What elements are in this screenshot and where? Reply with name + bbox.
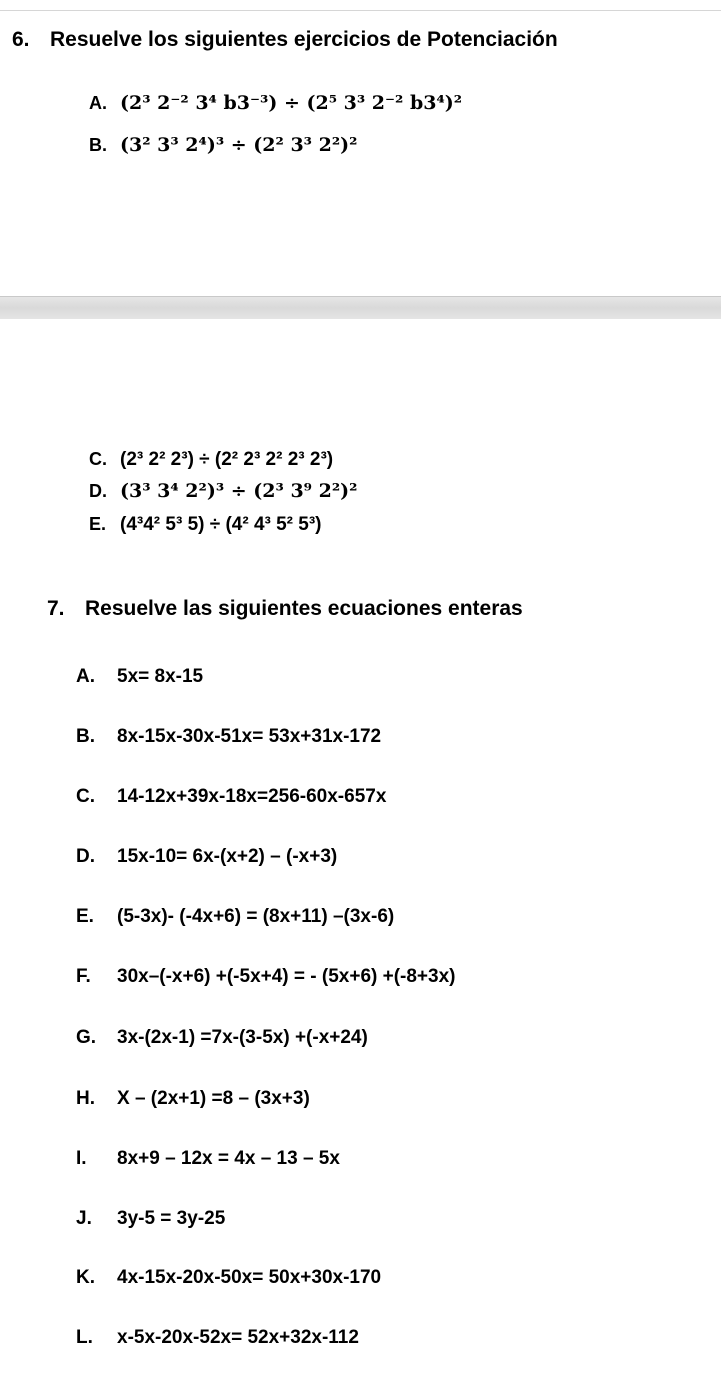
equation-expression: 5x= 8x-15 (117, 666, 204, 687)
section-6-title: Resuelve los siguientes ejercicios de Potenciación (50, 28, 558, 51)
equation-label: K. (76, 1267, 95, 1288)
equation-7e (76, 906, 394, 928)
exercise-6b (89, 134, 357, 157)
exercise-expression: (3³ 3⁴ 2²)³ ÷ (2³ 3⁹ 2²)² (120, 480, 358, 502)
equation-expression: X – (2x+1) =8 – (3x+3) (117, 1088, 310, 1109)
equation-7b (76, 726, 381, 748)
equation-expression: 8x+9 – 12x = 4x – 13 – 5x (117, 1148, 340, 1169)
equation-expression: 3y-5 = 3y-25 (117, 1208, 226, 1229)
section-6-heading (12, 28, 558, 52)
equation-label: L. (76, 1327, 93, 1348)
equation-7g (76, 1027, 368, 1049)
equation-label: E. (76, 906, 94, 927)
equation-7h (76, 1088, 310, 1110)
equation-expression: 14-12x+39x-18x=256-60x-657x (117, 786, 387, 807)
equation-7i (76, 1148, 340, 1170)
equation-expression: x-5x-20x-52x= 52x+32x-112 (117, 1327, 359, 1348)
page-break-separator (0, 296, 721, 319)
equation-7l (76, 1327, 359, 1349)
equation-label: B. (76, 726, 95, 747)
section-7-number: 7. (47, 597, 65, 620)
equation-7c (76, 786, 386, 808)
equation-7k (76, 1267, 381, 1289)
equation-label: D. (76, 846, 95, 867)
equation-expression: 4x-15x-20x-50x= 50x+30x-170 (117, 1267, 382, 1288)
equation-7f (76, 966, 456, 988)
equation-expression: 3x-(2x-1) =7x-(3-5x) +(-x+24) (117, 1027, 368, 1048)
equation-label: F. (76, 966, 91, 987)
section-7-title: Resuelve las siguientes ecuaciones enteras (85, 597, 523, 620)
exercise-label: C. (89, 449, 107, 469)
equation-label: G. (76, 1027, 97, 1048)
exercise-6d (89, 480, 357, 503)
exercise-expression: (3² 3³ 2⁴)³ ÷ (2² 3³ 2²)² (120, 134, 358, 156)
exercise-6c (89, 449, 333, 471)
section-6-number: 6. (12, 28, 30, 51)
exercise-label: A. (89, 93, 107, 113)
exercise-expression: (4³4² 5³ 5) ÷ (4² 4³ 5² 5³) (120, 514, 322, 535)
exercise-6a (89, 92, 462, 115)
equation-label: I. (76, 1148, 87, 1169)
equation-expression: 8x-15x-30x-51x= 53x+31x-172 (117, 726, 382, 747)
exercise-expression: (2³ 2² 2³) ÷ (2² 2³ 2² 2³ 2³) (120, 449, 334, 470)
exercise-expression: (2³ 2⁻² 3⁴ b3⁻³) ÷ (2⁵ 3³ 2⁻² b3⁴)² (120, 92, 463, 114)
equation-7d (76, 846, 337, 868)
section-7-heading (47, 597, 523, 621)
equation-expression: (5-3x)- (-4x+6) = (8x+11) –(3x-6) (117, 906, 395, 927)
equation-7j (76, 1208, 225, 1230)
exercise-label: E. (89, 514, 107, 534)
exercise-label: D. (89, 481, 107, 501)
equation-label: J. (76, 1208, 92, 1229)
top-divider (0, 10, 721, 11)
exercise-label: B. (89, 135, 107, 155)
equation-label: H. (76, 1088, 95, 1109)
equation-7a (76, 666, 203, 688)
equation-expression: 15x-10= 6x-(x+2) – (-x+3) (117, 846, 338, 867)
equation-expression: 30x–(-x+6) +(-5x+4) = - (5x+6) +(-8+3x) (117, 966, 456, 987)
equation-label: A. (76, 666, 95, 687)
exercise-6e (89, 514, 322, 536)
equation-label: C. (76, 786, 95, 807)
